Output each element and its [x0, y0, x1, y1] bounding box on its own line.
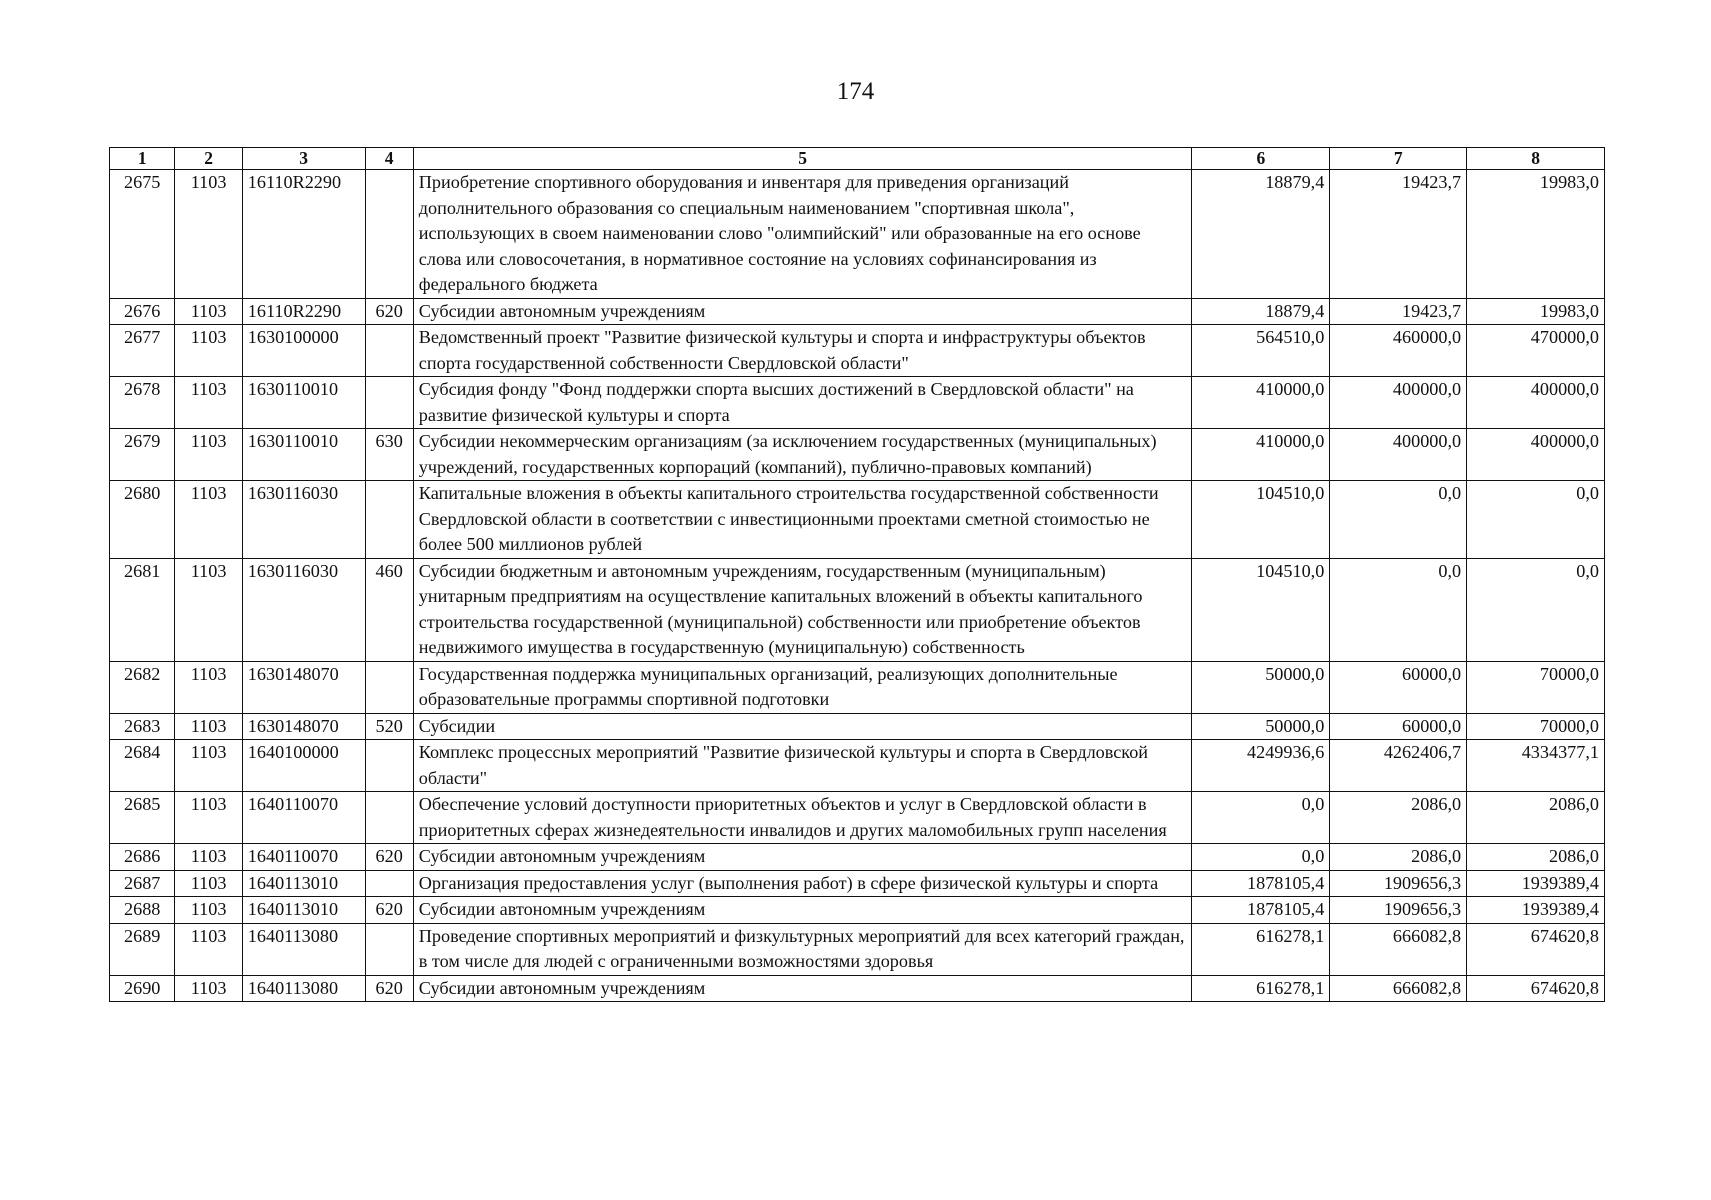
section-code: 1103 — [175, 870, 242, 897]
amount-col-7: 4262406,7 — [1330, 740, 1467, 792]
table-row — [110, 429, 1605, 481]
table-header-row — [110, 148, 1605, 170]
target-item-code: 1630100000 — [242, 325, 365, 377]
target-item-code: 1630116030 — [242, 558, 365, 661]
table-row — [110, 740, 1605, 792]
row-number: 2682 — [110, 661, 175, 713]
item-name: Субсидии автономным учреждениям — [413, 298, 1192, 325]
amount-col-8: 19983,0 — [1467, 170, 1605, 299]
amount-col-7: 2086,0 — [1330, 844, 1467, 871]
row-number: 2683 — [110, 713, 175, 740]
header-col-4: 4 — [365, 148, 413, 170]
row-number: 2676 — [110, 298, 175, 325]
item-name: Капитальные вложения в объекты капитального строительства государственной собственности Свердловской области в соответствии с инвестиционными проектами сметной стоимостью не более 500 миллионов рублей — [413, 481, 1192, 559]
amount-col-7: 19423,7 — [1330, 170, 1467, 299]
amount-col-6: 104510,0 — [1192, 558, 1330, 661]
item-name: Обеспечение условий доступности приоритетных объектов и услуг в Свердловской области в приоритетных сферах жизнедеятельности инвалидов и других маломобильных групп населения — [413, 792, 1192, 844]
expense-type-code: 460 — [365, 558, 413, 661]
expense-type-code — [365, 740, 413, 792]
target-item-code: 1640113080 — [242, 923, 365, 975]
section-code: 1103 — [175, 429, 242, 481]
expense-type-code: 630 — [365, 429, 413, 481]
expense-type-code — [365, 481, 413, 559]
amount-col-7: 460000,0 — [1330, 325, 1467, 377]
amount-col-8: 70000,0 — [1467, 713, 1605, 740]
amount-col-6: 410000,0 — [1192, 429, 1330, 481]
amount-col-6: 0,0 — [1192, 792, 1330, 844]
amount-col-8: 0,0 — [1467, 558, 1605, 661]
table-row — [110, 870, 1605, 897]
amount-col-7: 19423,7 — [1330, 298, 1467, 325]
header-col-7: 7 — [1330, 148, 1467, 170]
item-name: Субсидии некоммерческим организациям (за исключением государственных (муниципальных) учреждений, государственных корпораций (компаний), публично-правовых компаний) — [413, 429, 1192, 481]
target-item-code: 1630110010 — [242, 429, 365, 481]
budget-table — [109, 147, 1605, 1002]
table-row — [110, 975, 1605, 1002]
item-name: Организация предоставления услуг (выполнения работ) в сфере физической культуры и спорта — [413, 870, 1192, 897]
amount-col-7: 400000,0 — [1330, 377, 1467, 429]
amount-col-6: 410000,0 — [1192, 377, 1330, 429]
section-code: 1103 — [175, 897, 242, 924]
amount-col-8: 70000,0 — [1467, 661, 1605, 713]
item-name: Субсидии — [413, 713, 1192, 740]
row-number: 2685 — [110, 792, 175, 844]
amount-col-8: 0,0 — [1467, 481, 1605, 559]
row-number: 2678 — [110, 377, 175, 429]
row-number: 2675 — [110, 170, 175, 299]
amount-col-6: 50000,0 — [1192, 713, 1330, 740]
amount-col-6: 616278,1 — [1192, 923, 1330, 975]
amount-col-6: 18879,4 — [1192, 170, 1330, 299]
table-row — [110, 844, 1605, 871]
header-col-5: 5 — [413, 148, 1192, 170]
target-item-code: 1630148070 — [242, 713, 365, 740]
amount-col-7: 60000,0 — [1330, 661, 1467, 713]
header-col-6: 6 — [1192, 148, 1330, 170]
item-name: Субсидии автономным учреждениям — [413, 897, 1192, 924]
expense-type-code: 620 — [365, 844, 413, 871]
amount-col-7: 666082,8 — [1330, 975, 1467, 1002]
section-code: 1103 — [175, 298, 242, 325]
amount-col-7: 0,0 — [1330, 481, 1467, 559]
expense-type-code — [365, 923, 413, 975]
section-code: 1103 — [175, 325, 242, 377]
row-number: 2689 — [110, 923, 175, 975]
section-code: 1103 — [175, 481, 242, 559]
row-number: 2681 — [110, 558, 175, 661]
amount-col-6: 50000,0 — [1192, 661, 1330, 713]
amount-col-8: 674620,8 — [1467, 923, 1605, 975]
table-row — [110, 558, 1605, 661]
expense-type-code — [365, 870, 413, 897]
expense-type-code: 620 — [365, 298, 413, 325]
row-number: 2690 — [110, 975, 175, 1002]
item-name: Субсидии автономным учреждениям — [413, 844, 1192, 871]
amount-col-8: 4334377,1 — [1467, 740, 1605, 792]
table-row — [110, 170, 1605, 299]
item-name: Государственная поддержка муниципальных организаций, реализующих дополнительные образовательные программы спортивной подготовки — [413, 661, 1192, 713]
table-row — [110, 923, 1605, 975]
amount-col-8: 674620,8 — [1467, 975, 1605, 1002]
table-row — [110, 298, 1605, 325]
amount-col-8: 1939389,4 — [1467, 870, 1605, 897]
expense-type-code — [365, 792, 413, 844]
row-number: 2688 — [110, 897, 175, 924]
amount-col-8: 400000,0 — [1467, 377, 1605, 429]
amount-col-6: 104510,0 — [1192, 481, 1330, 559]
amount-col-6: 0,0 — [1192, 844, 1330, 871]
amount-col-7: 1909656,3 — [1330, 897, 1467, 924]
row-number: 2679 — [110, 429, 175, 481]
amount-col-8: 470000,0 — [1467, 325, 1605, 377]
item-name: Проведение спортивных мероприятий и физкультурных мероприятий для всех категорий граждан, в том числе для людей с ограниченными возможностями здоровья — [413, 923, 1192, 975]
header-col-8: 8 — [1467, 148, 1605, 170]
section-code: 1103 — [175, 844, 242, 871]
item-name: Приобретение спортивного оборудования и инвентаря для приведения организаций дополнительного образования со специальным наименованием "спортивная школа", использующих в своем наименовании слово "олимпийский" или образованные на его основе слова или словосочетания, в нормативное состояние на условиях софинансирования из федерального бюджета — [413, 170, 1192, 299]
amount-col-6: 1878105,4 — [1192, 897, 1330, 924]
target-item-code: 1640100000 — [242, 740, 365, 792]
header-col-1: 1 — [110, 148, 175, 170]
amount-col-6: 1878105,4 — [1192, 870, 1330, 897]
target-item-code: 1640110070 — [242, 844, 365, 871]
target-item-code: 16110R2290 — [242, 298, 365, 325]
row-number: 2686 — [110, 844, 175, 871]
row-number: 2684 — [110, 740, 175, 792]
expense-type-code: 520 — [365, 713, 413, 740]
table-row — [110, 792, 1605, 844]
table-row — [110, 661, 1605, 713]
expense-type-code — [365, 325, 413, 377]
header-col-3: 3 — [242, 148, 365, 170]
amount-col-8: 19983,0 — [1467, 298, 1605, 325]
expense-type-code — [365, 661, 413, 713]
amount-col-6: 564510,0 — [1192, 325, 1330, 377]
header-col-2: 2 — [175, 148, 242, 170]
expense-type-code — [365, 170, 413, 299]
section-code: 1103 — [175, 740, 242, 792]
section-code: 1103 — [175, 170, 242, 299]
target-item-code: 1640113010 — [242, 870, 365, 897]
amount-col-7: 2086,0 — [1330, 792, 1467, 844]
amount-col-6: 4249936,6 — [1192, 740, 1330, 792]
expense-type-code — [365, 377, 413, 429]
item-name: Субсидии автономным учреждениям — [413, 975, 1192, 1002]
item-name: Ведомственный проект "Развитие физической культуры и спорта и инфраструктуры объектов спорта государственной собственности Свердловской области" — [413, 325, 1192, 377]
amount-col-7: 666082,8 — [1330, 923, 1467, 975]
section-code: 1103 — [175, 661, 242, 713]
table-row — [110, 377, 1605, 429]
item-name: Субсидии бюджетным и автономным учреждениям, государственным (муниципальным) унитарным предприятиям на осуществление капитальных вложений в объекты капитального строительства государственной (муниципальной) собственности или приобретение объектов недвижимого имущества в государственную (муниципальную) собственность — [413, 558, 1192, 661]
row-number: 2677 — [110, 325, 175, 377]
target-item-code: 1640113080 — [242, 975, 365, 1002]
item-name: Субсидия фонду "Фонд поддержки спорта высших достижений в Свердловской области" на развитие физической культуры и спорта — [413, 377, 1192, 429]
table-row — [110, 481, 1605, 559]
amount-col-8: 2086,0 — [1467, 792, 1605, 844]
expense-type-code: 620 — [365, 975, 413, 1002]
amount-col-6: 616278,1 — [1192, 975, 1330, 1002]
section-code: 1103 — [175, 792, 242, 844]
target-item-code: 1640113010 — [242, 897, 365, 924]
table-body — [110, 170, 1605, 1002]
amount-col-7: 1909656,3 — [1330, 870, 1467, 897]
table-row — [110, 325, 1605, 377]
section-code: 1103 — [175, 923, 242, 975]
target-item-code: 1640110070 — [242, 792, 365, 844]
amount-col-6: 18879,4 — [1192, 298, 1330, 325]
section-code: 1103 — [175, 377, 242, 429]
row-number: 2687 — [110, 870, 175, 897]
target-item-code: 1630148070 — [242, 661, 365, 713]
amount-col-8: 1939389,4 — [1467, 897, 1605, 924]
amount-col-7: 400000,0 — [1330, 429, 1467, 481]
row-number: 2680 — [110, 481, 175, 559]
page-number: 174 — [836, 78, 875, 105]
section-code: 1103 — [175, 975, 242, 1002]
expense-type-code: 620 — [365, 897, 413, 924]
target-item-code: 16110R2290 — [242, 170, 365, 299]
table-row — [110, 713, 1605, 740]
target-item-code: 1630116030 — [242, 481, 365, 559]
amount-col-7: 0,0 — [1330, 558, 1467, 661]
amount-col-8: 2086,0 — [1467, 844, 1605, 871]
amount-col-8: 400000,0 — [1467, 429, 1605, 481]
table-row — [110, 897, 1605, 924]
target-item-code: 1630110010 — [242, 377, 365, 429]
item-name: Комплекс процессных мероприятий "Развитие физической культуры и спорта в Свердловской области" — [413, 740, 1192, 792]
amount-col-7: 60000,0 — [1330, 713, 1467, 740]
section-code: 1103 — [175, 713, 242, 740]
section-code: 1103 — [175, 558, 242, 661]
